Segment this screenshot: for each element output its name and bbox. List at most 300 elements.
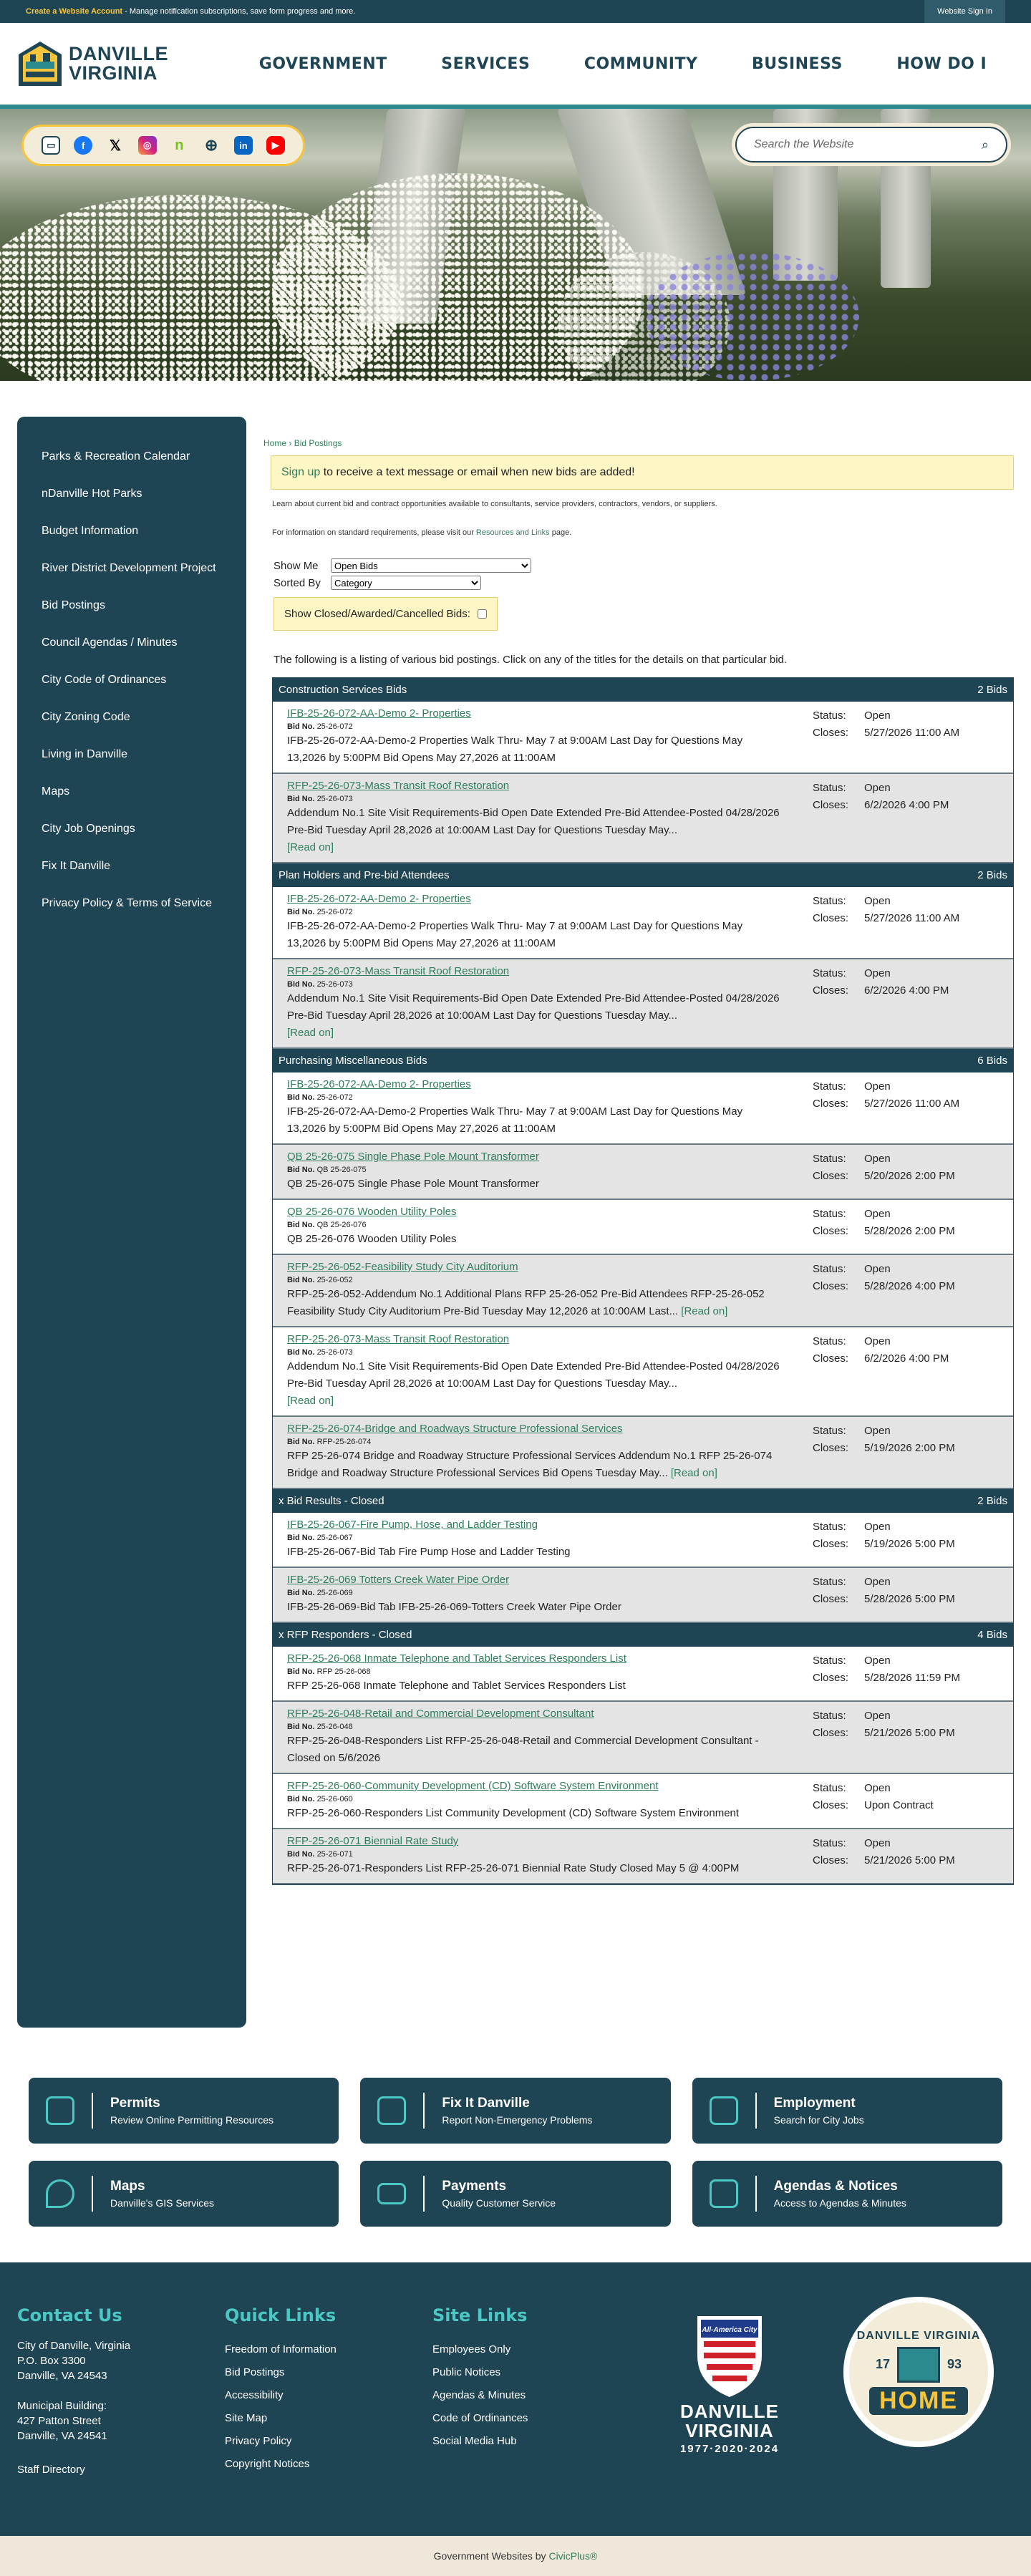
bid-description-text: IFB-25-26-067-Bid Tab Fire Pump Hose and Ladder Testing: [287, 1546, 571, 1558]
bid-status-line: [813, 1574, 999, 1591]
bid-number: [287, 1850, 784, 1859]
bid-closes-line: [813, 1852, 999, 1869]
bid-details: [287, 1206, 813, 1248]
document-search-icon: [710, 2179, 738, 2208]
closes-value: 5/27/2026 11:00 AM: [864, 1098, 960, 1110]
bid-status-line: [813, 1078, 999, 1095]
search-icon[interactable]: ⌕: [981, 137, 989, 152]
signup-link[interactable]: Sign up: [281, 466, 321, 478]
bid-details: [287, 1835, 813, 1877]
bid-row: [273, 1568, 1013, 1623]
footer-link-social-hub[interactable]: Social Media Hub: [432, 2435, 517, 2447]
credit-text: Government Websites by: [433, 2550, 546, 2562]
map-pin-icon: [46, 2179, 74, 2208]
category-header: [273, 678, 1013, 702]
tile-divider: [755, 2093, 757, 2129]
all-america-city-logo: [640, 2305, 819, 2514]
info-resources: [272, 528, 1014, 537]
footer-address-line: Danville, VA 24541: [17, 2430, 107, 2442]
bid-details: [287, 893, 813, 952]
category-count: 2 Bids: [977, 684, 1007, 696]
youtube-icon[interactable]: ▶: [266, 136, 285, 155]
bid-description-text: RFP-25-26-060-Responders List Community Development (CD) Software System Environment: [287, 1807, 740, 1819]
bid-closes-line: [813, 1536, 999, 1553]
tile-divider: [92, 2093, 93, 2129]
bid-description: [287, 1544, 784, 1561]
bid-number-value: 25-26-052: [316, 1276, 353, 1284]
closes-value: Upon Contract: [864, 1799, 934, 1811]
tile-title: Fix It Danville: [442, 2096, 530, 2111]
aac-name-2: VIRGINIA: [685, 2420, 774, 2441]
bid-number-label: Bid No.: [287, 795, 315, 803]
tile-title: Permits: [110, 2096, 160, 2111]
bid-status-line: [813, 1423, 999, 1440]
bid-status: [813, 1078, 999, 1138]
footer-link-code[interactable]: Code of Ordinances: [432, 2412, 528, 2424]
bid-number-label: Bid No.: [287, 980, 315, 989]
bid-status-line: [813, 1652, 999, 1670]
sidebar-item-maps[interactable]: Maps: [42, 785, 70, 798]
read-on-link[interactable]: [Read on]: [670, 1467, 717, 1479]
bid-row: [273, 774, 1013, 863]
bid-number-value: 25-26-071: [316, 1850, 353, 1859]
bid-row: [273, 1774, 1013, 1829]
footer-quick-links: [225, 2305, 432, 2514]
bid-status-line: [813, 1151, 999, 1168]
home-logo-years: [876, 2347, 962, 2383]
footer-link-copyright[interactable]: Copyright Notices: [225, 2458, 310, 2470]
bid-description: [287, 990, 784, 1042]
bid-description-text: Addendum No.1 Site Visit Requirements-Bid Open Date Extended Pre-Bid Attendee-Posted 04/28/2026 Pre-Bid Tuesday April 28,2026 at 10:00AM Last Day for Questions Tuesday May...: [287, 807, 780, 836]
category-header: [273, 863, 1013, 887]
footer-link-privacy[interactable]: Privacy Policy: [225, 2435, 292, 2447]
top-bar: [0, 0, 1031, 23]
tile-employment[interactable]: [692, 2078, 1002, 2144]
signup-notice: [271, 455, 1014, 490]
bid-number-label: Bid No.: [287, 1438, 315, 1446]
bid-title-link[interactable]: RFP-25-26-048-Retail and Commercial Development Consultant: [287, 1708, 594, 1720]
nav-services[interactable]: SERVICES: [441, 54, 531, 73]
bid-description: [287, 1358, 784, 1410]
closes-label: Closes:: [813, 1280, 849, 1292]
bid-title-link[interactable]: RFP-25-26-073-Mass Transit Roof Restoration: [287, 780, 510, 792]
bid-closes-line: [813, 1797, 999, 1814]
sidebar-item-zoning-code[interactable]: City Zoning Code: [42, 711, 130, 723]
bid-details: [287, 707, 813, 767]
civicplus-link[interactable]: CivicPlus®: [548, 2550, 598, 2562]
footer-site-links: [432, 2305, 640, 2514]
bid-status: [813, 893, 999, 952]
main-content: [263, 417, 1014, 1885]
nav-business[interactable]: BUSINESS: [751, 54, 843, 73]
hero-purple-flowers: [644, 252, 859, 381]
breadcrumb-current[interactable]: Bid Postings: [294, 438, 342, 448]
footer-link-agendas[interactable]: Agendas & Minutes: [432, 2389, 526, 2401]
sidebar-item-living[interactable]: Living in Danville: [42, 748, 128, 760]
bid-title-link[interactable]: IFB-25-26-072-AA-Demo 2- Properties: [287, 1078, 471, 1090]
closes-label: Closes:: [813, 984, 849, 997]
create-account-link[interactable]: Create a Website Account: [26, 7, 123, 16]
status-value: Open: [864, 1263, 891, 1275]
tile-subtitle: Danville's GIS Services: [110, 2197, 215, 2209]
sidebar-item-council-agendas[interactable]: Council Agendas / Minutes: [42, 636, 178, 649]
bid-status: [813, 965, 999, 1042]
bid-title-link[interactable]: RFP-25-26-060-Community Development (CD) Software System Environment: [287, 1780, 659, 1792]
footer-link-employees[interactable]: Employees Only: [432, 2343, 511, 2355]
logo-line2: VIRGINIA: [69, 62, 158, 84]
footer-link-foia[interactable]: Freedom of Information: [225, 2343, 337, 2355]
sidebar-item-privacy[interactable]: Privacy Policy & Terms of Service: [42, 897, 212, 909]
resources-link[interactable]: Resources and Links: [475, 528, 550, 537]
logo-mark-icon: [17, 40, 63, 87]
bid-closes-line: [813, 1670, 999, 1687]
bid-filters: [274, 558, 1014, 631]
building-icon: [897, 2347, 940, 2383]
status-label: Status:: [813, 1208, 846, 1220]
status-value: Open: [864, 1655, 891, 1667]
bid-number-label: Bid No.: [287, 1534, 315, 1542]
shield-icon: [694, 2313, 765, 2398]
bid-closes-line: [813, 797, 999, 814]
bid-number: [287, 980, 784, 989]
footer-link-accessibility[interactable]: Accessibility: [225, 2389, 284, 2401]
bid-number: [287, 1348, 784, 1357]
bid-closes-line: [813, 1440, 999, 1457]
footer-address-line: P.O. Box 3300: [17, 2355, 86, 2367]
nav-government[interactable]: GOVERNMENT: [258, 54, 387, 73]
bid-number-label: Bid No.: [287, 1589, 315, 1597]
search-input[interactable]: [735, 127, 1007, 163]
status-label: Status:: [813, 1080, 846, 1093]
tv-icon[interactable]: ▭: [42, 136, 60, 155]
bid-closes-line: [813, 1725, 999, 1742]
category-count: 2 Bids: [977, 1495, 1007, 1507]
credit-card-icon: [377, 2183, 406, 2204]
status-label: Status:: [813, 1335, 846, 1347]
status-value: Open: [864, 1425, 891, 1437]
bid-number-value: QB 25-26-076: [316, 1221, 367, 1229]
bid-status: [813, 1333, 999, 1410]
linkedin-icon[interactable]: in: [234, 136, 253, 155]
bid-number: [287, 722, 784, 731]
closes-value: 5/27/2026 11:00 AM: [864, 727, 960, 739]
closes-value: 5/28/2026 4:00 PM: [864, 1280, 955, 1292]
bid-status: [813, 1206, 999, 1248]
bid-description: [287, 1599, 784, 1616]
bid-number: [287, 1534, 784, 1542]
bid-status: [813, 1151, 999, 1193]
footer-link-public-notices[interactable]: Public Notices: [432, 2366, 501, 2378]
bid-title-link[interactable]: IFB-25-26-072-AA-Demo 2- Properties: [287, 893, 471, 905]
site-footer: [0, 2262, 1031, 2536]
footer-contact-heading: Contact Us: [17, 2305, 122, 2325]
bid-title-link[interactable]: RFP-25-26-073-Mass Transit Roof Restoration: [287, 965, 510, 977]
closes-label: Closes:: [813, 1098, 849, 1110]
closes-label: Closes:: [813, 1225, 849, 1237]
tile-payments[interactable]: [360, 2161, 670, 2227]
bid-number-label: Bid No.: [287, 908, 315, 916]
sidebar-item-city-code[interactable]: City Code of Ordinances: [42, 674, 167, 686]
show-closed-checkbox[interactable]: [478, 609, 487, 619]
tile-divider: [423, 2093, 425, 2129]
facebook-icon[interactable]: f: [74, 136, 92, 155]
bid-number-value: RFP 25-26-068: [316, 1667, 371, 1676]
id-card-icon: [710, 2096, 738, 2125]
bid-status-line: [813, 1206, 999, 1223]
read-on-link[interactable]: [Read on]: [287, 1395, 334, 1407]
bid-number-label: Bid No.: [287, 722, 315, 731]
bid-number: [287, 1795, 784, 1803]
show-me-label: Show Me: [274, 559, 319, 572]
bid-title-link[interactable]: IFB-25-26-067-Fire Pump, Hose, and Ladder Testing: [287, 1519, 538, 1531]
bid-closes-line: [813, 910, 999, 927]
category-name: Plan Holders and Pre-bid Attendees: [279, 869, 450, 881]
status-label: Status:: [813, 1710, 846, 1722]
staff-directory-link[interactable]: Staff Directory: [17, 2464, 85, 2476]
closes-value: 5/19/2026 5:00 PM: [864, 1538, 955, 1550]
bid-details: [287, 1151, 813, 1193]
bid-description-text: IFB-25-26-072-AA-Demo-2 Properties Walk Thru- May 7 at 9:00AM Last Day for Questions May 13,2026 by 5:00PM Bid Opens May 27,2026 at 11:00AM: [287, 735, 743, 764]
status-value: Open: [864, 1576, 891, 1588]
bid-description-text: RFP-25-26-052-Addendum No.1 Additional Plans RFP 25-26-052 Pre-Bid Attendees RFP-25-26-052 Feasibility Study City Auditorium Pre-Bid Tuesday May 12,2026 at 10:00AM Last...: [287, 1288, 765, 1317]
social-links: [21, 125, 305, 166]
bid-description-text: RFP-25-26-048-Responders List RFP-25-26-048-Retail and Commercial Development Consultant - Closed on 5/6/2026: [287, 1735, 759, 1764]
category-name: x RFP Responders - Closed: [279, 1629, 412, 1641]
status-label: Status:: [813, 1655, 846, 1667]
sorted-by-label: Sorted By: [274, 576, 321, 589]
bid-title-link[interactable]: RFP-25-26-068 Inmate Telephone and Tablet Services Responders List: [287, 1652, 626, 1665]
category-name: Purchasing Miscellaneous Bids: [279, 1055, 427, 1067]
footer-spacer: [17, 2444, 225, 2459]
bid-details: [287, 1519, 813, 1561]
footer-spacer: [17, 2383, 225, 2398]
bid-title-link[interactable]: RFP-25-26-071 Biennial Rate Study: [287, 1835, 459, 1847]
status-label: Status:: [813, 895, 846, 907]
category-count: 4 Bids: [977, 1629, 1007, 1641]
bid-description-text: QB 25-26-076 Wooden Utility Poles: [287, 1233, 457, 1245]
home-logo-arc: DANVILLE VIRGINIA: [856, 2329, 981, 2342]
read-on-link[interactable]: [Read on]: [287, 841, 334, 853]
bid-number-value: 25-26-073: [316, 1348, 353, 1357]
bid-title-link[interactable]: QB 25-26-076 Wooden Utility Poles: [287, 1206, 457, 1218]
closes-label: Closes:: [813, 1593, 849, 1605]
aac-years: 1977·2020·2024: [679, 2443, 780, 2455]
bid-description: [287, 1286, 784, 1320]
status-value: Open: [864, 710, 891, 722]
sidebar-item-parks-calendar[interactable]: Parks & Recreation Calendar: [42, 450, 190, 463]
bid-status: [813, 1261, 999, 1320]
bid-number-value: 25-26-072: [316, 1093, 353, 1102]
read-on-link[interactable]: [Read on]: [681, 1305, 728, 1317]
closes-label: Closes:: [813, 1799, 849, 1811]
bid-description: [287, 1733, 784, 1767]
bid-description: [287, 1805, 784, 1822]
bid-row: [273, 959, 1013, 1049]
site-logo[interactable]: [17, 40, 203, 87]
sidebar-item-jobs[interactable]: City Job Openings: [42, 823, 135, 835]
nav-community[interactable]: COMMUNITY: [584, 54, 698, 73]
credit-bar: [0, 2536, 1031, 2576]
bid-number: [287, 795, 784, 803]
closes-label: Closes:: [813, 1170, 849, 1182]
tile-divider: [423, 2176, 425, 2212]
bid-status-line: [813, 1261, 999, 1278]
category-name: x Bid Results - Closed: [279, 1495, 384, 1507]
account-promo-text: - Manage notification subscriptions, save form progress and more.: [122, 7, 356, 16]
bid-description-text: Addendum No.1 Site Visit Requirements-Bid Open Date Extended Pre-Bid Attendee-Posted 04/28/2026 Pre-Bid Tuesday April 28,2026 at 10:00AM Last Day for Questions Tuesday May...: [287, 992, 780, 1022]
sidebar-item-river-district[interactable]: River District Development Project: [42, 562, 216, 574]
footer-link-bid-postings[interactable]: Bid Postings: [225, 2366, 285, 2378]
aac-badge-text: All-America City: [702, 2326, 757, 2334]
footer-contact: [17, 2305, 225, 2514]
tile-subtitle: Report Non-Emergency Problems: [442, 2114, 593, 2126]
bid-closes-line: [813, 1168, 999, 1185]
status-label: Status:: [813, 1521, 846, 1533]
bid-number-label: Bid No.: [287, 1795, 315, 1803]
status-label: Status:: [813, 710, 846, 722]
bid-row: [273, 1702, 1013, 1774]
bid-description: [287, 1103, 784, 1138]
bid-description-text: QB 25-26-075 Single Phase Pole Mount Transformer: [287, 1178, 539, 1190]
bid-description-text: Addendum No.1 Site Visit Requirements-Bid Open Date Extended Pre-Bid Attendee-Posted 04/28/2026 Pre-Bid Tuesday April 28,2026 at 10:00AM Last Day for Questions Tuesday May...: [287, 1360, 780, 1390]
bid-row: [273, 702, 1013, 774]
bid-number-value: 25-26-072: [316, 722, 353, 731]
nav-how-do-i[interactable]: HOW DO I: [896, 54, 987, 73]
search-placeholder: Search the Website: [754, 138, 854, 150]
home-logo-year1: 17: [875, 2357, 890, 2371]
sorted-by-select[interactable]: [331, 576, 481, 590]
closes-value: 5/28/2026 5:00 PM: [864, 1593, 955, 1605]
status-value: Open: [864, 1782, 891, 1794]
status-label: Status:: [813, 1782, 846, 1794]
bid-description: [287, 918, 784, 952]
status-value: Open: [864, 1153, 891, 1165]
status-value: Open: [864, 1208, 891, 1220]
bid-title-link[interactable]: RFP-25-26-074-Bridge and Roadways Structure Professional Services: [287, 1423, 623, 1435]
globe-icon[interactable]: ⊕: [204, 136, 218, 154]
bid-closes-line: [813, 725, 999, 742]
tile-maps[interactable]: [29, 2161, 339, 2227]
bid-title-link[interactable]: RFP-25-26-073-Mass Transit Roof Restoration: [287, 1333, 510, 1345]
bid-title-link[interactable]: IFB-25-26-069 Totters Creek Water Pipe Order: [287, 1574, 510, 1586]
bid-closes-line: [813, 982, 999, 999]
bid-title-link[interactable]: QB 25-26-075 Single Phase Pole Mount Transformer: [287, 1151, 539, 1163]
bid-status: [813, 1780, 999, 1822]
bid-status: [813, 1835, 999, 1877]
bid-description-text: RFP 25-26-068 Inmate Telephone and Tablet Services Responders List: [287, 1680, 626, 1692]
bid-description: [287, 1176, 784, 1193]
bid-row: [273, 1200, 1013, 1255]
search-box: [732, 123, 1011, 166]
status-label: Status:: [813, 967, 846, 979]
sign-in-button[interactable]: Website Sign In: [924, 0, 1005, 23]
tile-title: Employment: [773, 2096, 856, 2111]
bid-details: [287, 1261, 813, 1320]
breadcrumb: [263, 438, 1014, 448]
bid-description: [287, 1448, 784, 1482]
bid-description: [287, 1231, 784, 1248]
status-label: Status:: [813, 1153, 846, 1165]
bid-status-line: [813, 707, 999, 725]
bid-number: [287, 1276, 784, 1284]
bid-details: [287, 1333, 813, 1410]
show-me-select[interactable]: [331, 558, 531, 573]
x-icon[interactable]: 𝕏: [109, 137, 121, 154]
bid-status-line: [813, 1835, 999, 1852]
closes-value: 5/19/2026 2:00 PM: [864, 1442, 955, 1454]
bid-number-value: 25-26-060: [316, 1795, 353, 1803]
sidebar-item-budget[interactable]: Budget Information: [42, 525, 139, 537]
status-label: Status:: [813, 1576, 846, 1588]
bid-title-link[interactable]: RFP-25-26-052-Feasibility Study City Auditorium: [287, 1261, 518, 1273]
info-text: Learn about current bid and contract opportunities available to consultants, service providers, contractors, vendors, or suppliers.: [272, 500, 717, 508]
bid-description: [287, 805, 784, 856]
footer-address-line: Municipal Building:: [17, 2400, 107, 2412]
closes-value: 5/21/2026 5:00 PM: [864, 1727, 955, 1739]
bid-row: [273, 1647, 1013, 1702]
closes-value: 5/28/2026 2:00 PM: [864, 1225, 955, 1237]
bid-status: [813, 707, 999, 767]
sidebar-item-hot-parks[interactable]: nDanville Hot Parks: [42, 488, 142, 500]
instagram-icon[interactable]: ◎: [138, 136, 157, 155]
tile-fix-it[interactable]: [360, 2078, 670, 2144]
status-value: Open: [864, 782, 891, 794]
sidebar-item-fix-it[interactable]: Fix It Danville: [42, 860, 111, 872]
closes-label: Closes:: [813, 799, 849, 811]
bid-status-line: [813, 1708, 999, 1725]
category-header: [273, 1049, 1013, 1072]
bid-number-label: Bid No.: [287, 1348, 315, 1357]
footer-link-site-map[interactable]: Site Map: [225, 2412, 268, 2424]
status-value: Open: [864, 1710, 891, 1722]
bid-details: [287, 1652, 813, 1695]
bid-description-text: RFP 25-26-074 Bridge and Roadway Structure Professional Services Addendum No.1 RFP 25-26-074 Bridge and Roadway Structure Professional Services Bid Opens Tuesday May...: [287, 1450, 773, 1479]
home-logo-year2: 93: [947, 2357, 962, 2371]
bid-status: [813, 1708, 999, 1767]
bid-number-value: QB 25-26-075: [316, 1166, 367, 1174]
bid-description-text: IFB-25-26-072-AA-Demo-2 Properties Walk Thru- May 7 at 9:00AM Last Day for Questions May 13,2026 by 5:00PM Bid Opens May 27,2026 at 11:00AM: [287, 920, 743, 949]
read-on-link[interactable]: [Read on]: [287, 1027, 334, 1039]
site-header: [0, 23, 1031, 109]
clipboard-check-icon: [46, 2096, 74, 2125]
bid-row: [273, 1327, 1013, 1417]
bid-table: [272, 677, 1014, 1885]
show-closed-toggle: [274, 597, 498, 631]
bid-row: [273, 1072, 1013, 1145]
bid-row: [273, 887, 1013, 959]
bid-status: [813, 1519, 999, 1561]
bid-description: [287, 1860, 784, 1877]
bid-status-line: [813, 893, 999, 910]
tile-permits[interactable]: [29, 2078, 339, 2144]
tile-agendas[interactable]: [692, 2161, 1002, 2227]
bid-details: [287, 1574, 813, 1616]
bid-title-link[interactable]: IFB-25-26-072-AA-Demo 2- Properties: [287, 707, 471, 720]
tile-subtitle: Search for City Jobs: [773, 2114, 864, 2126]
nextdoor-icon[interactable]: n: [175, 137, 184, 153]
bid-description: [287, 732, 784, 767]
aac-name-1: DANVILLE: [680, 2401, 779, 2422]
bid-details: [287, 1078, 813, 1138]
bid-number: [287, 1589, 784, 1597]
bid-status: [813, 1574, 999, 1616]
logo-line1: DANVILLE: [69, 43, 168, 64]
breadcrumb-home[interactable]: Home: [263, 438, 287, 448]
bid-number: [287, 1166, 784, 1174]
tile-title: Payments: [442, 2179, 507, 2194]
sidebar-item-bid-postings[interactable]: Bid Postings: [42, 599, 105, 611]
closes-label: Closes:: [813, 1442, 849, 1454]
